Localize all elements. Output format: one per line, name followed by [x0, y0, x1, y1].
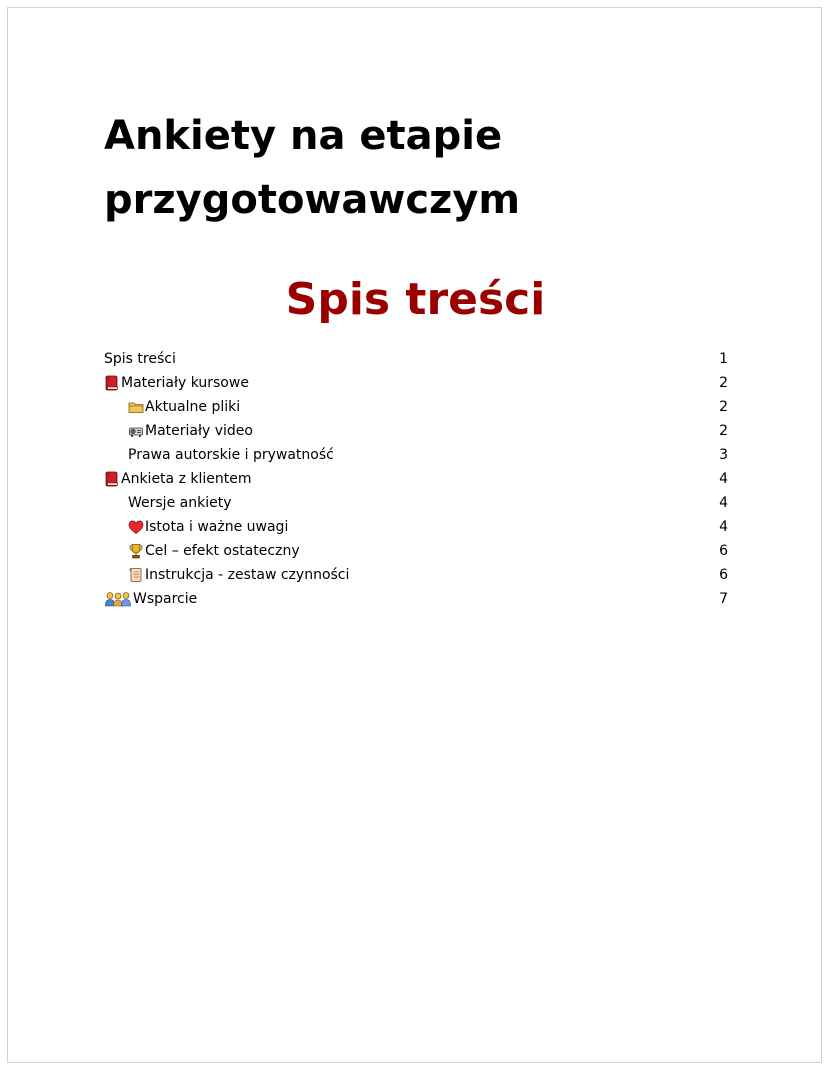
toc-entry[interactable]	[104, 371, 728, 395]
toc-entry-page-number[interactable]: 3	[719, 447, 728, 463]
toc-entry[interactable]	[104, 467, 728, 491]
toc-entry-label[interactable]: Spis treści	[104, 351, 176, 367]
toc-entry-label[interactable]: Prawa autorskie i prywatność	[128, 447, 334, 463]
toc-entry-label[interactable]: Materiały video	[145, 423, 253, 439]
toc-entry-left	[104, 591, 197, 607]
toc-entry-left	[104, 351, 176, 367]
toc-entry-page-number[interactable]: 2	[719, 375, 728, 391]
toc-entry[interactable]	[104, 443, 728, 467]
toc-heading: Spis treści	[285, 274, 546, 325]
toc-entry-label[interactable]: Materiały kursowe	[121, 375, 249, 391]
toc-entry-page-number[interactable]: 4	[719, 519, 728, 535]
toc-entry-left	[128, 399, 240, 415]
toc-entry[interactable]	[104, 419, 728, 443]
people-icon	[104, 591, 132, 607]
toc-entry-page-number[interactable]: 2	[719, 423, 728, 439]
toc-entry-left	[128, 519, 288, 535]
toc-entry-page-number[interactable]: 2	[719, 399, 728, 415]
toc-entry-label[interactable]: Wersje ankiety	[128, 495, 232, 511]
toc-entry-label[interactable]: Instrukcja - zestaw czynności	[145, 567, 350, 583]
document-page	[7, 7, 822, 1063]
toc-entry-left	[104, 375, 249, 391]
toc-entry-left	[128, 447, 334, 463]
toc-entry-page-number[interactable]: 7	[719, 591, 728, 607]
folder-icon	[128, 399, 144, 415]
toc-entry-left	[104, 471, 252, 487]
toc-entry-page-number[interactable]: 4	[719, 471, 728, 487]
toc-entry-left	[128, 567, 349, 583]
red-book-icon	[104, 375, 120, 391]
toc-entry-label[interactable]: Aktualne pliki	[145, 399, 241, 415]
toc-entry[interactable]	[104, 347, 728, 371]
toc-entry-page-number[interactable]: 1	[719, 351, 728, 367]
toc-entry[interactable]	[104, 395, 728, 419]
scroll-icon	[128, 567, 144, 583]
toc-entry-label[interactable]: Wsparcie	[133, 591, 198, 607]
trophy-icon	[128, 543, 144, 559]
toc-entry-left	[128, 423, 253, 439]
toc-entry[interactable]	[104, 515, 728, 539]
toc-entry-left	[128, 543, 300, 559]
video-projector-icon	[128, 423, 144, 439]
toc-entry-page-number[interactable]: 6	[719, 543, 728, 559]
toc-entry-left	[128, 495, 231, 511]
toc-entry-page-number[interactable]: 6	[719, 567, 728, 583]
toc-entry-label[interactable]: Ankieta z klientem	[121, 471, 252, 487]
document-title: Ankiety na etapie przygotowawczym	[104, 113, 521, 223]
toc-entry-label[interactable]: Istota i ważne uwagi	[145, 519, 289, 535]
toc-entry[interactable]	[104, 539, 728, 563]
toc-entry-label[interactable]: Cel – efekt ostateczny	[145, 543, 300, 559]
toc-entry[interactable]	[104, 563, 728, 587]
toc-entry[interactable]	[104, 587, 728, 611]
toc-entry-page-number[interactable]: 4	[719, 495, 728, 511]
heart-icon	[128, 519, 144, 535]
red-book-icon	[104, 471, 120, 487]
table-of-contents	[104, 347, 728, 611]
toc-entry[interactable]	[104, 491, 728, 515]
